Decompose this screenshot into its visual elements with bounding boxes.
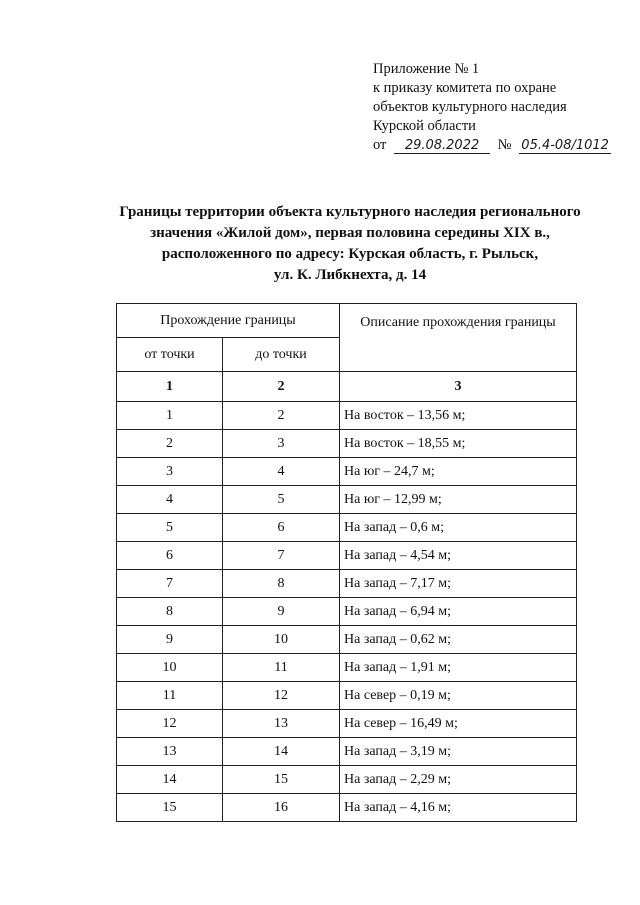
description-cell: На восток – 18,55 м; xyxy=(340,430,577,458)
description-cell: На запад – 7,17 м; xyxy=(340,570,577,598)
to-point-cell: 6 xyxy=(223,514,340,542)
from-point-cell: 11 xyxy=(117,682,223,710)
description-cell: На запад – 0,6 м; xyxy=(340,514,577,542)
from-point-cell: 10 xyxy=(117,654,223,682)
header-description: Описание прохождения границы xyxy=(340,304,577,372)
header-passage: Прохождение границы xyxy=(117,304,340,338)
boundary-table xyxy=(116,303,577,822)
title-line-4: ул. К. Либкнехта, д. 14 xyxy=(273,267,427,283)
to-point-cell: 13 xyxy=(223,710,340,738)
description-cell: На запад – 3,19 м; xyxy=(340,738,577,766)
from-point-cell: 9 xyxy=(117,626,223,654)
description-cell: На запад – 1,91 м; xyxy=(340,654,577,682)
description-cell: На запад – 4,54 м; xyxy=(340,542,577,570)
annex-order-line: к приказу комитета по охране xyxy=(373,80,557,96)
table-row xyxy=(117,710,577,738)
from-point-cell: 8 xyxy=(117,598,223,626)
from-point-cell: 5 xyxy=(117,514,223,542)
to-point-cell: 9 xyxy=(223,598,340,626)
to-point-cell: 4 xyxy=(223,458,340,486)
from-point-cell: 3 xyxy=(117,458,223,486)
document-title xyxy=(60,202,640,286)
to-point-cell: 5 xyxy=(223,486,340,514)
to-point-cell: 7 xyxy=(223,542,340,570)
annex-date-number-line xyxy=(373,136,611,155)
to-point-cell: 12 xyxy=(223,682,340,710)
from-point-cell: 15 xyxy=(117,794,223,822)
column-number: 2 xyxy=(223,372,340,402)
description-cell: На запад – 0,62 м; xyxy=(340,626,577,654)
from-point-cell: 4 xyxy=(117,486,223,514)
header-to-point: до точки xyxy=(223,338,340,372)
from-point-cell: 7 xyxy=(117,570,223,598)
to-point-cell: 10 xyxy=(223,626,340,654)
handwritten-number: 05.4-08/1012 xyxy=(519,138,611,154)
column-number: 3 xyxy=(340,372,577,402)
table-row xyxy=(117,738,577,766)
to-point-cell: 16 xyxy=(223,794,340,822)
handwritten-date: 29.08.2022 xyxy=(394,138,490,154)
from-label: от xyxy=(373,137,387,153)
description-cell: На запад – 2,29 м; xyxy=(340,766,577,794)
table-row xyxy=(117,682,577,710)
number-label: № xyxy=(497,137,512,153)
annex-header xyxy=(373,60,611,155)
table-row xyxy=(117,570,577,598)
header-from-point: от точки xyxy=(117,338,223,372)
table-row xyxy=(117,598,577,626)
annex-region-line: Курской области xyxy=(373,118,476,134)
to-point-cell: 14 xyxy=(223,738,340,766)
title-line-1: Границы территории объекта культурного наследия регионального xyxy=(119,204,581,220)
to-point-cell: 3 xyxy=(223,430,340,458)
table-row xyxy=(117,486,577,514)
column-number-row xyxy=(117,372,577,402)
table-row xyxy=(117,542,577,570)
table-row xyxy=(117,626,577,654)
title-line-3: расположенного по адресу: Курская область, г. Рыльск, xyxy=(161,246,539,262)
from-point-cell: 13 xyxy=(117,738,223,766)
annex-title: Приложение № 1 xyxy=(373,61,480,77)
table-row xyxy=(117,766,577,794)
table-row xyxy=(117,458,577,486)
to-point-cell: 2 xyxy=(223,402,340,430)
title-line-2: значения «Жилой дом», первая половина середины XIX в., xyxy=(150,225,550,241)
from-point-cell: 14 xyxy=(117,766,223,794)
from-point-cell: 6 xyxy=(117,542,223,570)
description-cell: На юг – 12,99 м; xyxy=(340,486,577,514)
table-row xyxy=(117,430,577,458)
from-point-cell: 12 xyxy=(117,710,223,738)
description-cell: На запад – 4,16 м; xyxy=(340,794,577,822)
annex-committee-line: объектов культурного наследия xyxy=(373,99,567,115)
description-cell: На север – 0,19 м; xyxy=(340,682,577,710)
description-cell: На запад – 6,94 м; xyxy=(340,598,577,626)
to-point-cell: 8 xyxy=(223,570,340,598)
table-row xyxy=(117,514,577,542)
description-cell: На юг – 24,7 м; xyxy=(340,458,577,486)
description-cell: На север – 16,49 м; xyxy=(340,710,577,738)
column-number: 1 xyxy=(117,372,223,402)
table-row xyxy=(117,402,577,430)
to-point-cell: 15 xyxy=(223,766,340,794)
table-row xyxy=(117,794,577,822)
to-point-cell: 11 xyxy=(223,654,340,682)
description-cell: На восток – 13,56 м; xyxy=(340,402,577,430)
from-point-cell: 2 xyxy=(117,430,223,458)
table-row xyxy=(117,654,577,682)
from-point-cell: 1 xyxy=(117,402,223,430)
